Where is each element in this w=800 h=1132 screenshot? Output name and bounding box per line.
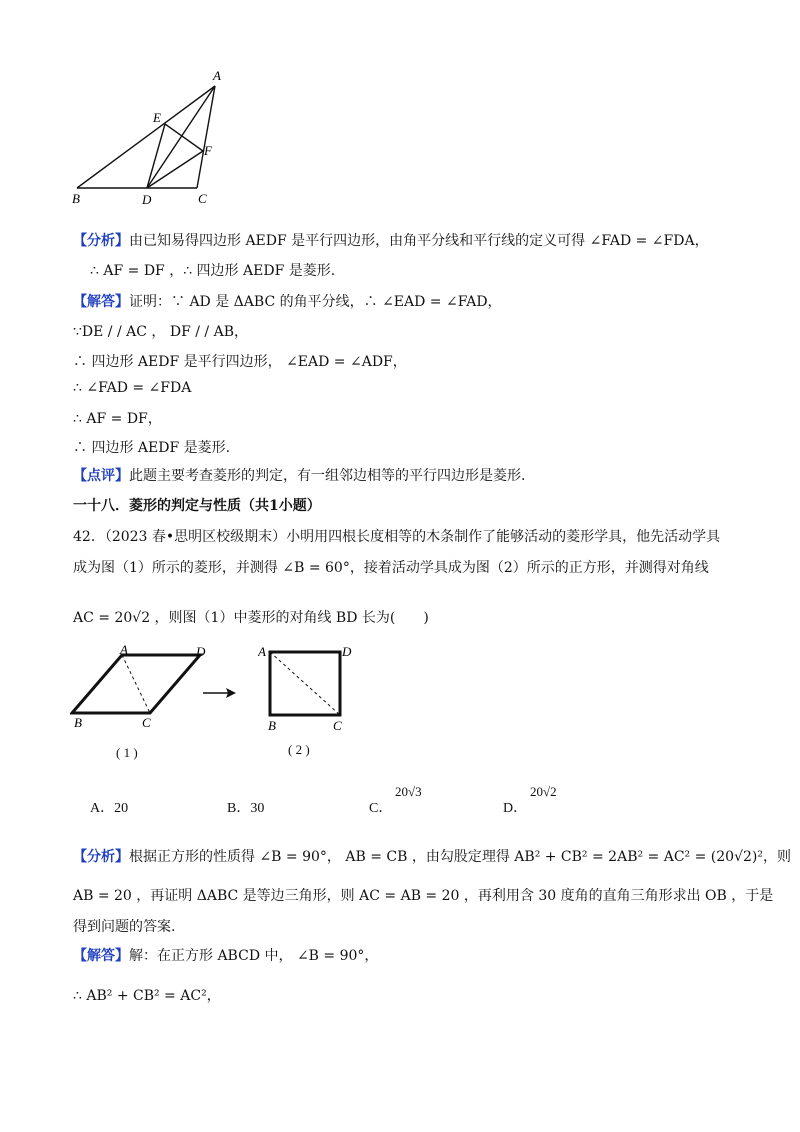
fig2-label-d: D (342, 644, 352, 659)
fig1-label-a: A (120, 643, 128, 657)
square-diagonal-ac (270, 652, 340, 715)
option-a-value: 20 (114, 801, 129, 816)
arrow-right-icon (200, 683, 240, 703)
square-figure (258, 643, 358, 738)
option-d[interactable] (503, 797, 527, 817)
comment-text: 此题主要考查菱形的判定，有一组邻边相等的平行四边形是菱形. (129, 468, 526, 484)
answer-1-line4: ∴ ∠FAD = ∠FDA (73, 380, 192, 396)
analysis-2 (73, 847, 791, 867)
answer-2 (73, 946, 378, 966)
rhombus-diagonal-ac (122, 655, 150, 713)
section-heading: 一十八．菱形的判定与性质（共1小题） (73, 498, 321, 514)
fig2-label-a: A (258, 644, 266, 659)
triangle-figure (70, 65, 230, 210)
analysis-1 (73, 231, 709, 251)
option-a[interactable] (90, 797, 128, 817)
point-a-label: A (213, 68, 221, 83)
question-42-line3: AC = 20√2 ，则图（1）中菱形的对角线 BD 长为( ) (73, 610, 429, 626)
option-c[interactable] (369, 797, 392, 817)
point-c-label: C (198, 191, 207, 206)
segment-ac (197, 86, 215, 188)
answer-1-line6: ∴ 四边形 AEDF 是菱形. (73, 440, 231, 456)
option-d-value: 20√2 (530, 784, 557, 799)
rhombus-figure (70, 643, 210, 738)
analysis-tag: 【分析】 (73, 233, 129, 249)
option-a-letter: A． (90, 801, 115, 816)
option-b-letter: B． (227, 801, 251, 816)
answer-1-line3: ∴ 四边形 AEDF 是平行四边形， ∠EAD = ∠ADF， (73, 354, 407, 370)
point-d-label: D (142, 192, 152, 207)
analysis-2-tag: 【分析】 (73, 849, 129, 865)
fig2-label-b: B (268, 718, 276, 733)
analysis-2-line1: 根据正方形的性质得 ∠B = 90°， AB = CB ，由勾股定理得 AB² + CB² = 2AB² = AC² = (20√2)²，则 (129, 849, 791, 865)
point-e-label: E (153, 110, 161, 125)
comment-1 (73, 466, 525, 486)
option-b[interactable] (227, 797, 264, 817)
answer-1-line5: ∴ AF = DF， (73, 411, 162, 427)
fig1-caption: ( 1 ) (116, 745, 138, 760)
answer-2-line1: 解：在正方形 ABCD 中， ∠B = 90°， (129, 948, 379, 964)
answer-2-line2: ∴ AB² + CB² = AC²， (73, 988, 221, 1004)
fig1-label-b: B (74, 715, 82, 730)
answer-1-line2: ∵DE / / AC ， DF / / AB， (73, 324, 248, 340)
option-c-letter: C． (369, 801, 393, 816)
fig1-label-c: C (142, 715, 151, 730)
answer-1 (73, 292, 502, 312)
fig2-label-c: C (333, 718, 342, 733)
answer-tag: 【解答】 (73, 294, 129, 310)
point-b-label: B (72, 191, 80, 206)
answer-line1: 证明：∵ AD 是 ΔABC 的角平分线，∴ ∠EAD = ∠FAD， (129, 294, 502, 310)
question-42-line1: 42．（2023 春•思明区校级期末）小明用四根长度相等的木条制作了能够活动的菱形学具，他先活动学具 (73, 529, 721, 545)
analysis-2-line3: 得到问题的答案. (73, 919, 176, 935)
point-f-label: F (204, 143, 212, 158)
option-d-letter: D． (503, 801, 528, 816)
question-42-line2: 成为图（1）所示的菱形，并测得 ∠B = 60°，接着活动学具成为图（2）所示的正方形，并测得对角线 (73, 560, 709, 576)
segment-ad (147, 86, 215, 188)
comment-tag: 【点评】 (73, 468, 129, 484)
option-b-value: 30 (250, 801, 265, 816)
analysis-1-line2: ∴ AF = DF ，∴ 四边形 AEDF 是菱形. (90, 263, 336, 279)
segment-ab (77, 86, 215, 188)
analysis-2-line2: AB = 20 ，再证明 ΔABC 是等边三角形，则 AC = AB = 20 ，再利用含 30 度角的直角三角形求出 OB ，于是 (73, 888, 774, 904)
segment-ef (165, 124, 203, 151)
analysis-text: 由已知易得四边形 AEDF 是平行四边形，由角平分线和平行线的定义可得 ∠FAD = ∠FDA， (129, 233, 709, 249)
fig1-label-d: D (196, 644, 206, 659)
answer-2-tag: 【解答】 (73, 948, 129, 964)
fig2-caption: ( 2 ) (288, 742, 310, 757)
option-c-value: 20√3 (395, 784, 422, 799)
